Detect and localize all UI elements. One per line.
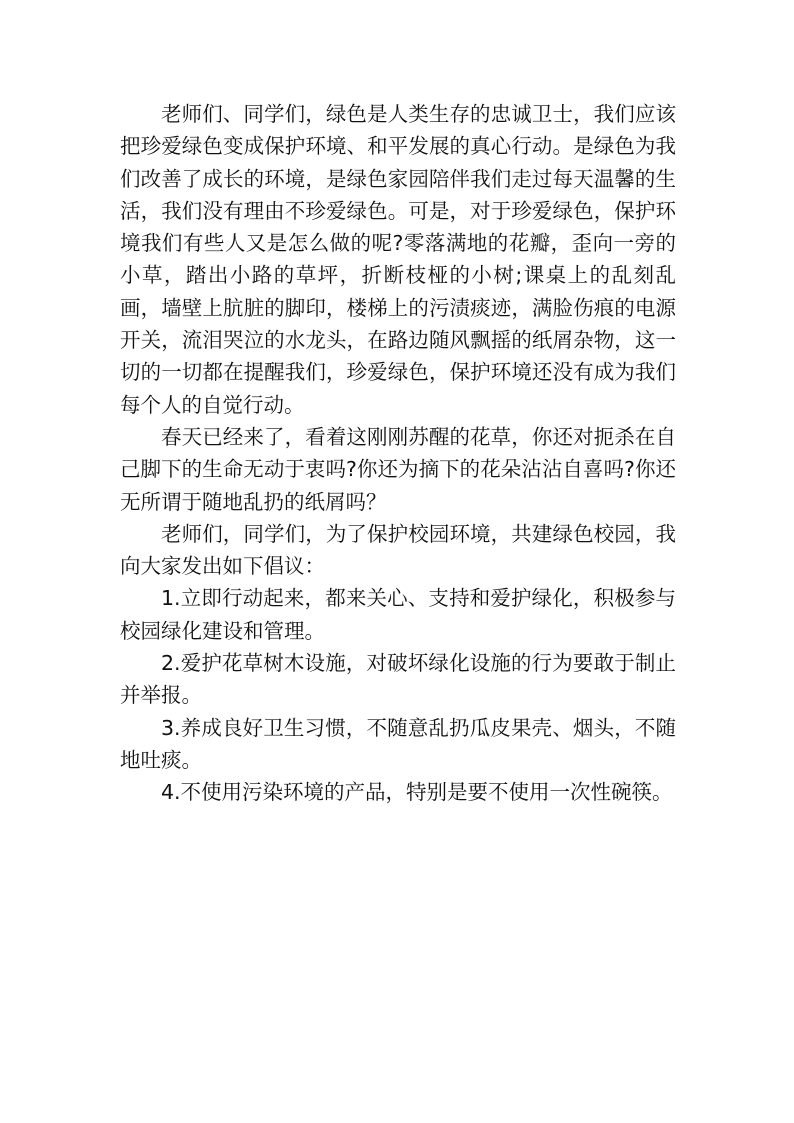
- paragraph-green-guardian: 老师们、同学们，绿色是人类生存的忠诚卫士，我们应该把珍爱绿色变成保护环境、和平发展的真心行动。是绿色为我们改善了成长的环境，是绿色家园陪伴我们走过每天温馨的生活，我们没有理由不珍爱绿色。可是，对于珍爱绿色，保护环境我们有些人又是怎么做的呢?零落满地的花瓣，歪向一旁的小草，踏出小路的草坪，折断枝桠的小树;课桌上的乱刻乱画，墙壁上肮脏的脚印，楼梯上的污渍痰迹，满脸伤痕的电源开关，流泪哭泣的水龙头，在路边随风飘摇的纸屑杂物，这一切的一切都在提醒我们，珍爱绿色，保护环境还没有成为我们每个人的自觉行动。: [120, 102, 676, 417]
- proposal-item-4: 4.不使用污染环境的产品，特别是要不使用一次性碗筷。: [161, 780, 673, 805]
- proposal-item-2: 2.爱护花草树木设施，对破坏绿化设施的行为要敢于制止并举报。: [120, 651, 676, 708]
- proposal-item-1: 1.立即行动起来，都来关心、支持和爱护绿化，积极参与校园绿化建设和管理。: [120, 586, 676, 643]
- document-page: [120, 0, 676, 1123]
- paragraph-proposal-intro: 老师们，同学们，为了保护校园环境，共建绿色校园，我向大家发出如下倡议：: [120, 521, 676, 579]
- proposal-item-3: 3.养成良好卫生习惯，不随意乱扔瓜皮果壳、烟头，不随地吐痰。: [120, 715, 676, 772]
- paragraph-spring: 春天已经来了，看着这刚刚苏醒的花草，你还对扼杀在自己脚下的生命无动于衷吗?你还为摘下的花朵沾沾自喜吗?你还无所谓于随地乱扔的纸屑吗？: [120, 424, 676, 514]
